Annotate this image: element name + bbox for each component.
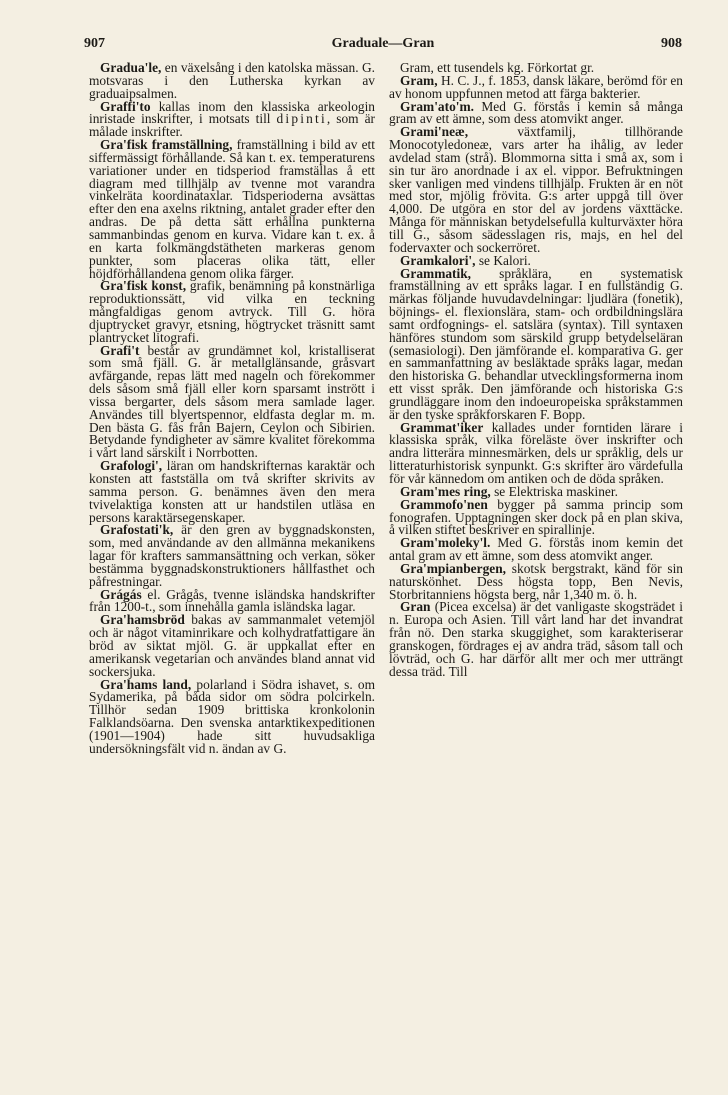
entry-grammatik: Grammatik, språklära, en systematisk framställning av ett språks lagar. I en fullständig G. märkas följande huvudavdelningar: ljudlära (fonetik), böjnings- el. flexionslära, stam- och ordbildningslära samt ordfognings- el. satslära (syntax). Till syntaxen hänföres stundom som särskild grupp betydelseläran (semasiologi). Den jämförande el. komparativa G. ger en sammanfattning av besläktade språks lagar, medan den historiska G. behandlar utvecklingsformerna inom ett visst språk. Den jämförande och historiska G:s grundläggare inom den indoeuropeiska språkstammen är den tyske språkforskaren F. Bopp. (389, 265, 683, 422)
entry-grahams-land: Gra'hams land, polarland i Södra ishavet, s. om Sydamerika, på båda sidor om södra polcirkeln. Tillhör sedan 1909 brittiska kronkolonin Falklandsöarna. Den svenska antarktikexpeditionen (1901—1904) hade sitt huvudsakliga undersökningsfält vid n. ändan av G. (89, 676, 375, 756)
left-column (89, 62, 375, 1082)
entry-grammatiker: Grammat'iker kallades under forntiden lärare i klassiska språk, vilka föreläste över inskrifter och andra litterära minnesmärken, dels ur språklig, dels ur litteraturhistorisk synpunkt. G:s skrifter äro värdefulla för vår kännedom om antiken och de döda språken. (389, 419, 683, 486)
entry-graffito: Graffi'to kallas inom den klassiska arkeologin inristade inskrifter, i motsats till dipinti, som är målade inskrifter. (89, 98, 375, 140)
entry-gram-person: Gram, H. C. J., f. 1853, dansk läkare, berömd för en av honom uppfunnen metod att färga bakterier. (389, 72, 683, 101)
entry-grafit: Grafi't består av grundämnet kol, kristalliserat som små fjäll. G. är metallglänsande, gråsvart avfärgande, repas lätt med nageln och förekommer dels såsom små fjäll eller korn sparsamt instrött i vissa bergarter, dels såsom mera samlade lager. Användes till blyertspennor, eldfasta deglar m. m. Den bästa G. fås från Bajern, Ceylon och Sibirien. Betydande fyndigheter av sämre kvalitet förekomma i vårt land särskilt i Norrbotten. (89, 342, 375, 461)
entry-grammofonen: Grammofo'nen bygger på samma princip som fonografen. Upptagningen sker dock på en plan skiva, å vilken stiftet beskriver en spirallinje. (389, 496, 683, 538)
entry-grafostatik: Grafostati'k, är den gren av byggnadskonsten, som, med användande av den allmänna mekanikens lagar för krafters sammansättning och verkan, söker bestämma byggnadskonstruktioners hållfasthet och påfrestningar. (89, 522, 375, 589)
entry-gramineae: Grami'neæ, växtfamilj, tillhörande Monocotyledoneæ, vars arter ha ihålig, av leder avdelad stam (strå). Blommorna sitta i små ax, som i sin tur äro anordnade i ax el. vippor. Befruktningen sker vanligen med vindens tillhjälp. Frukten är en nöt med stor, mjölig frövita. G:s arter uppgå till över 4,000. De utgöra en stor del av jordens växttäcke. Många för människan betydelsefulla kulturväxter höra till G., såsom sädesslagen ris, majs, en hel del fodervaxter och sockerröret. (389, 124, 683, 255)
entry-grafisk-konst: Gra'fisk konst, grafik, benämning på konstnärliga reproduktionssätt, vid vilka en teckning mångfaldigas genom avtryck. Till G. höra djuptrycket gravyr, etsning, högtrycket träsnitt samt plantrycket litografi. (89, 278, 375, 345)
running-title: Graduale—Gran (331, 36, 435, 51)
entry-gramatom: Gram'ato'm. Med G. förstås i kemin så många gram av ett ämne, som dess atomvikt anger. (389, 98, 683, 127)
page-number-left: 907 (84, 36, 105, 51)
entry-gragas: Grágás el. Grågås, tvenne isländska handskrifter från 1200-t., som innehålla gamla isländska lagar. (89, 586, 375, 615)
entry-graduale: Gradua'le, en växelsång i den katolska mässan. G. motsvaras i den Lutherska kyrkan av graduaipsalmen. (89, 62, 375, 101)
entry-grafologi: Grafologi', läran om handskrifternas karaktär och konsten att fastställa om två skrifter skrivits av samma person. G. benämnes även den mera tvivelaktiga konsten att ur handstilen utläsa en persons karaktärsegenskaper. (89, 458, 375, 525)
entry-gramkalori: Gramkalori', se Kalori. (400, 252, 531, 268)
entry-grahamsbrod: Gra'hamsbröd bakas av sammanmalet vetemjöl och är något vitaminrikare och kolhydratfattigare än bröd av siktat mjöl. G. är uppkallat efter en amerikansk vegetarian och användes bland annat vid sockersjuka. (89, 612, 375, 679)
page-number-right: 908 (661, 36, 682, 51)
entry-grafisk-framstallning: Gra'fisk framställning, framställning i bild av ett siffermässigt förhållande. Så kan t. ex. temperaturens variationer under en tidsperiod framställas å ett diagram med tillhjälp av tvenne mot varandra vinkelräta koordinataxlar. Tidsperioderna avsättas efter den ena axelns riktning, antalet grader efter den andras. De på detta sätt erhållna punkterna sammanbindas genom en kurva. Vidare kan t. ex. å en karta folkmängdstätheten markeras genom punkter, som placeras olika tätt, eller höjdförhållandena genom olika färger. (89, 137, 375, 281)
entry-grammes-ring: Gram'mes ring, se Elektriska maskiner. (400, 483, 618, 499)
entry-gran: Gran (Picea excelsa) är det vanligaste skogsträdet i n. Europa och Asien. Till vårt land har det invandrat från nö. Den starka skuggighet, som karakteriserar granskogen, fördrages ej av andra träd, såsom tall och lövträd, och G. har därför allt mer och mer utträngt dessa träd. Till (389, 599, 683, 679)
page-header (84, 36, 682, 58)
right-column (389, 62, 683, 1082)
entry-gram-continued: Gram, ett tusendels kg. Förkortat gr. (400, 62, 595, 75)
entry-grampianbergen: Gra'mpianbergen, skotsk bergstrakt, känd för sin naturskönhet. Dess högsta topp, Ben Nevis, Storbritanniens högsta berg, når 1,340 m. ö. h. (389, 560, 683, 602)
entry-grammolekyl: Gram'moleky'l. Med G. förstås inom kemin det antal gram av ett ämne, som dess atomvikt anger. (389, 535, 683, 564)
